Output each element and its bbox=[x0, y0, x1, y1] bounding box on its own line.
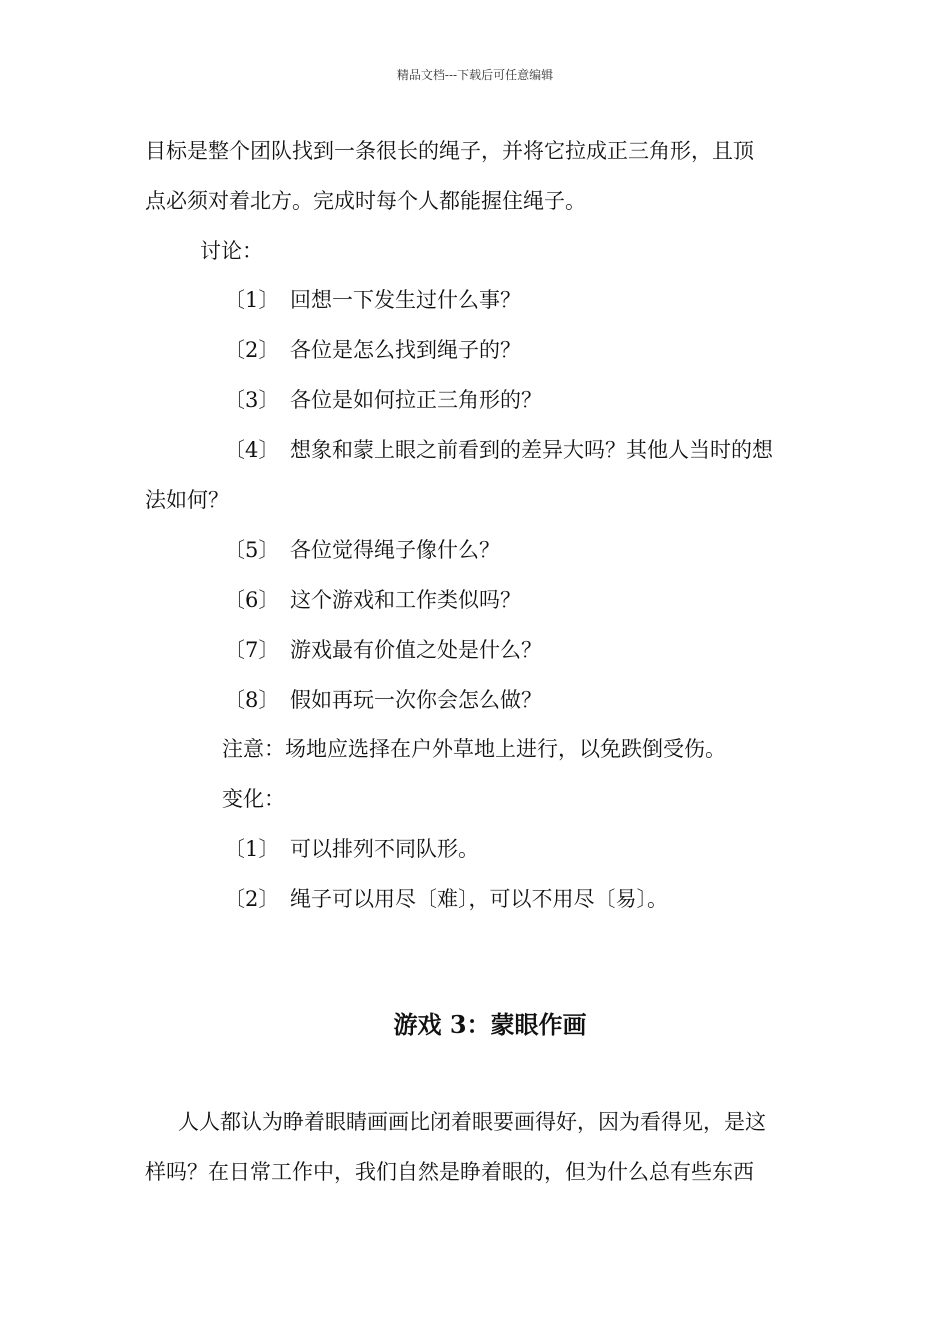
variation-item bbox=[224, 884, 668, 914]
item-text: 游戏最有价值之处是什么？ bbox=[290, 638, 542, 662]
item-number: 〔2〕 bbox=[224, 887, 280, 911]
item-number: 〔1〕 bbox=[224, 288, 280, 312]
discussion-item bbox=[224, 435, 773, 465]
item-text: 想象和蒙上眼之前看到的差异大吗？其他人当时的想 bbox=[290, 438, 773, 462]
discussion-item bbox=[224, 635, 542, 665]
item-text: 假如再玩一次你会怎么做？ bbox=[290, 688, 542, 712]
item-text: 这个游戏和工作类似吗？ bbox=[290, 588, 521, 612]
discussion-item bbox=[224, 385, 542, 415]
item-text: 回想一下发生过什么事？ bbox=[290, 288, 521, 312]
item-number: 〔3〕 bbox=[224, 388, 280, 412]
item-text: 各位是怎么找到绳子的？ bbox=[290, 338, 521, 362]
item-number: 〔4〕 bbox=[224, 438, 280, 462]
discussion-item bbox=[224, 285, 521, 315]
intro-line-2: 点必须对着北方。完成时每个人都能握住绳子。 bbox=[145, 189, 586, 213]
variation-label: 变化： bbox=[222, 787, 285, 811]
item-text: 各位是如何拉正三角形的？ bbox=[290, 388, 542, 412]
item-number: 〔8〕 bbox=[224, 688, 280, 712]
paragraph-line-1: 人人都认为睁着眼睛画画比闭着眼要画得好，因为看得见，是这 bbox=[178, 1110, 766, 1134]
item-number: 〔6〕 bbox=[224, 588, 280, 612]
discussion-item bbox=[224, 335, 521, 365]
discussion-item bbox=[224, 585, 521, 615]
discussion-item-continuation: 法如何？ bbox=[145, 488, 229, 512]
item-number: 〔7〕 bbox=[224, 638, 280, 662]
safety-note: 注意：场地应选择在户外草地上进行，以免跌倒受伤。 bbox=[222, 737, 726, 761]
page-header: 精品文档---下载后可任意编辑 bbox=[396, 68, 554, 82]
variation-item bbox=[224, 834, 479, 864]
item-text: 各位觉得绳子像什么？ bbox=[290, 538, 500, 562]
discussion-item bbox=[224, 535, 500, 565]
intro-line-1: 目标是整个团队找到一条很长的绳子，并将它拉成正三角形，且顶 bbox=[145, 139, 754, 163]
item-text: 绳子可以用尽〔难〕，可以不用尽〔易〕。 bbox=[290, 887, 668, 911]
item-number: 〔5〕 bbox=[224, 538, 280, 562]
paragraph-line-2: 样吗？在日常工作中，我们自然是睁着眼的，但为什么总有些东西 bbox=[145, 1160, 754, 1184]
item-text: 可以排列不同队形。 bbox=[290, 837, 479, 861]
item-number: 〔2〕 bbox=[224, 338, 280, 362]
item-number: 〔1〕 bbox=[224, 837, 280, 861]
discussion-item bbox=[224, 685, 542, 715]
discussion-label: 讨论： bbox=[200, 239, 263, 263]
section-title: 游戏 3：蒙眼作画 bbox=[393, 1010, 587, 1039]
